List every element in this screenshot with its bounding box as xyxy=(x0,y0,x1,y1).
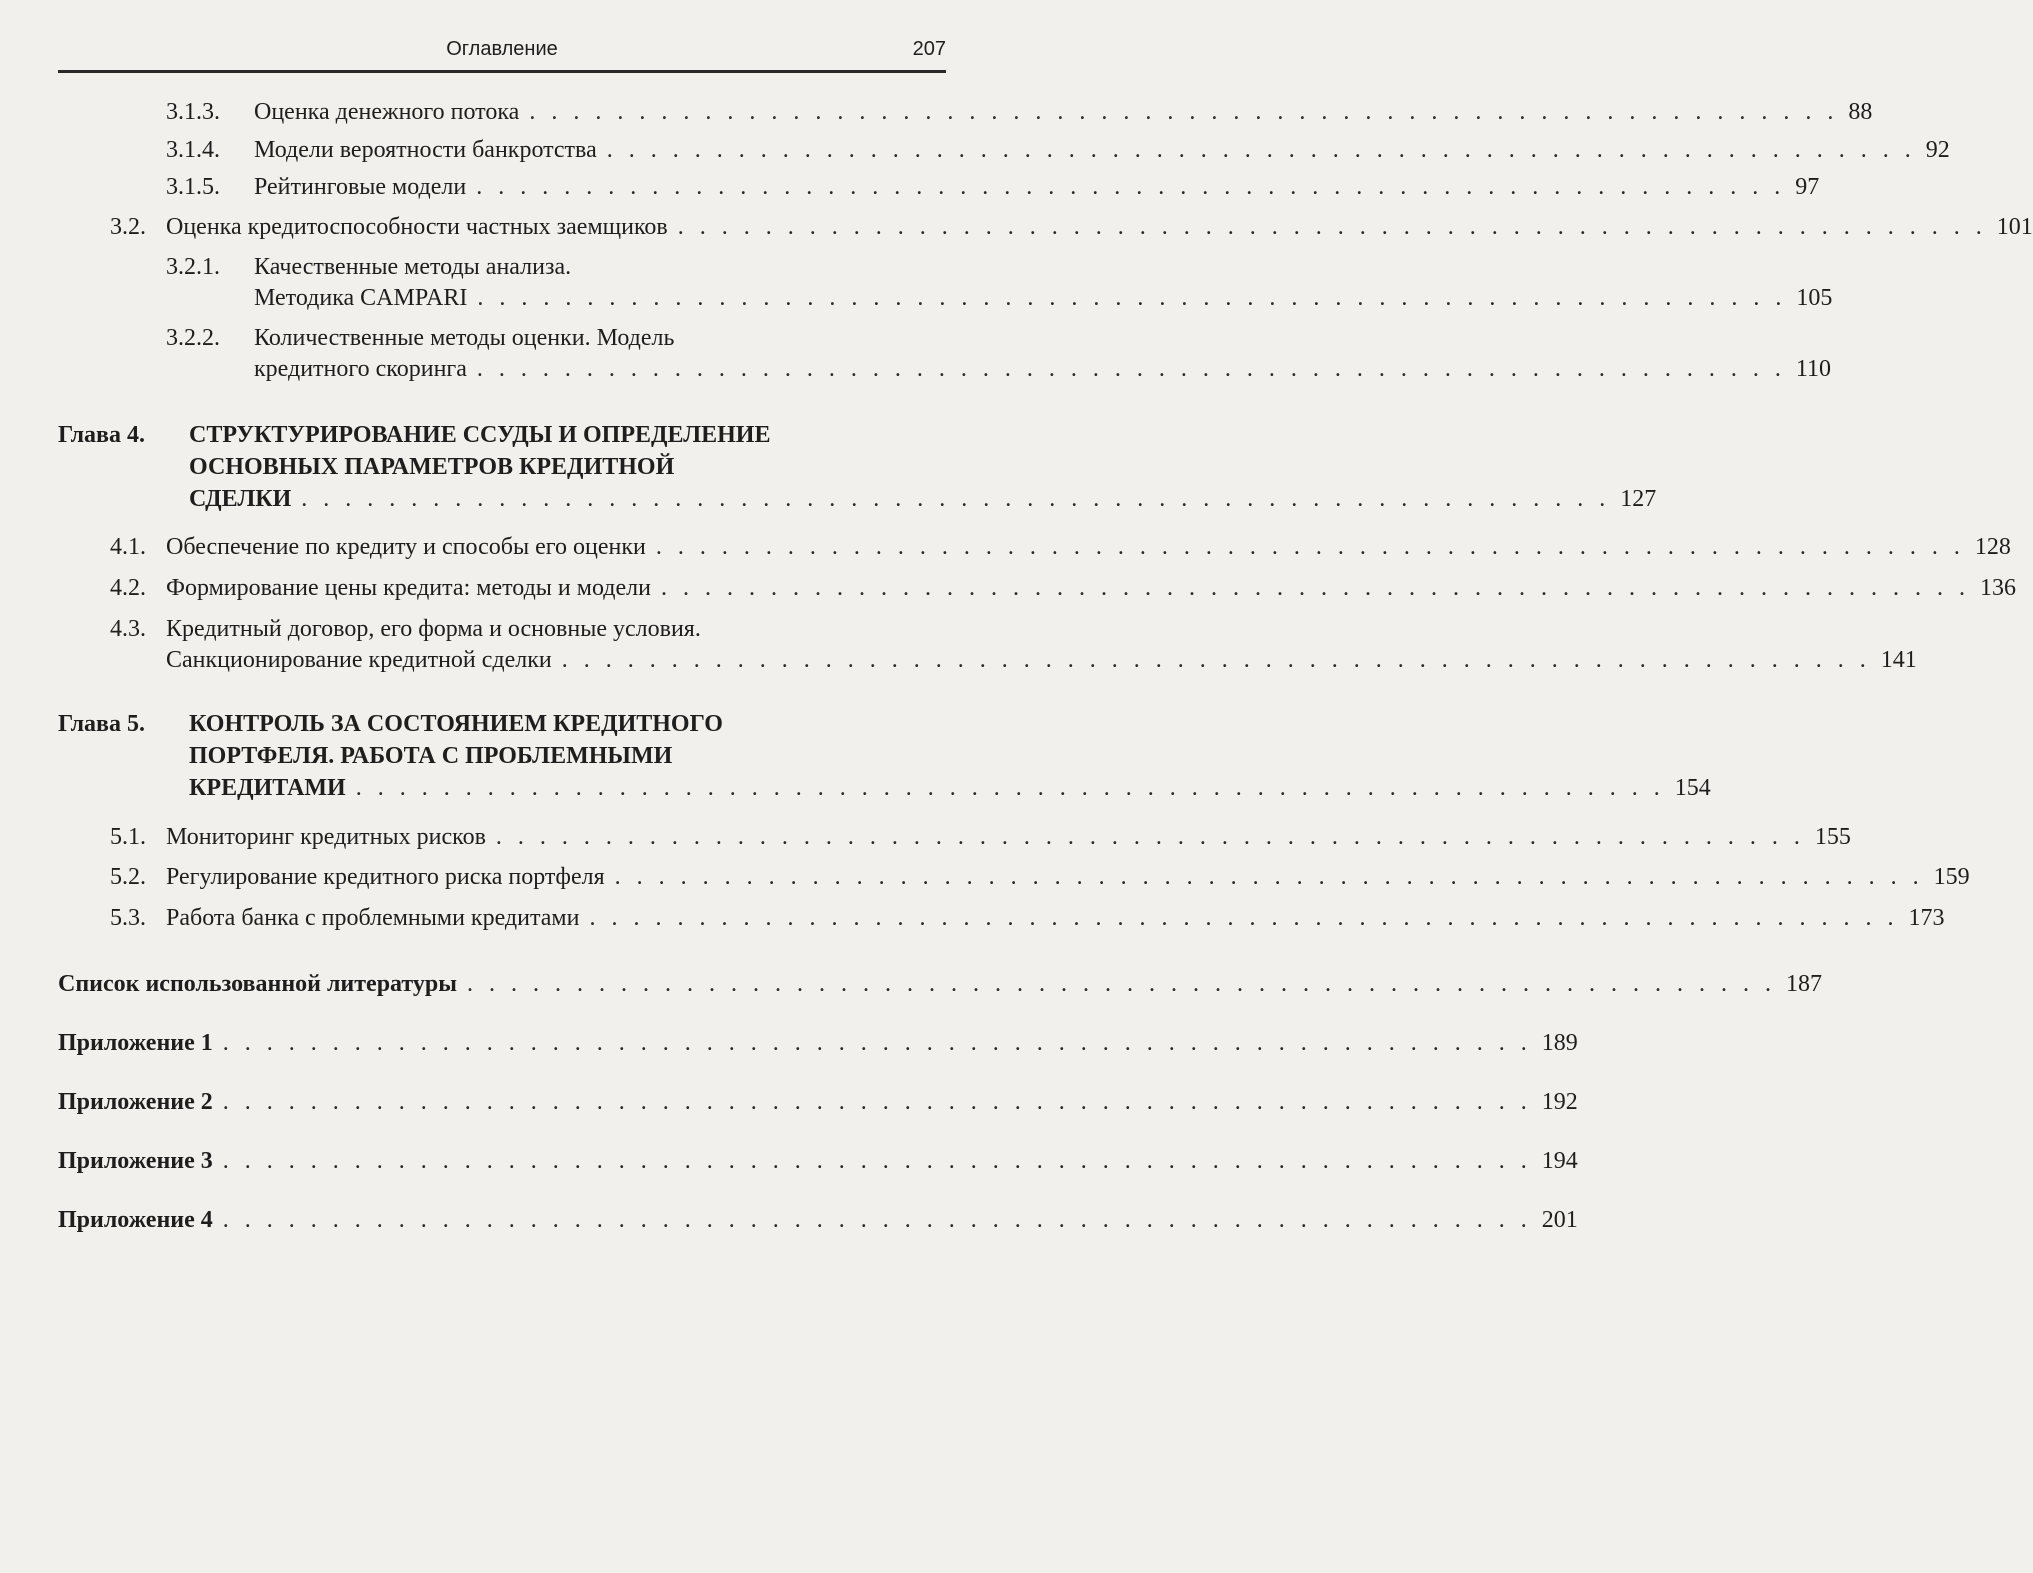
dot-leader: . . . . . . . . . . . . . . . . . . . . . . . . . . . . . . . . . . . . . . . . . . . . . . . . . . . . . . . . . . . . xyxy=(476,356,1786,382)
page-number: 207 xyxy=(912,38,946,60)
dot-leader: . . . . . . . . . . . . . . . . . . . . . . . . . . . . . . . . . . . . . . . . . . . . . . . . . . . . . . . . . . . . xyxy=(614,864,1924,890)
entry-title: Модели вероятности банкротства xyxy=(254,137,597,163)
entry-page: 173 xyxy=(1908,905,1945,931)
entry-page: 110 xyxy=(1795,356,1832,382)
entry-page: 141 xyxy=(1880,647,1917,673)
chapter-title-line-3: КРЕДИТАМИ xyxy=(189,775,346,801)
dot-leader: . . . . . . . . . . . . . . . . . . . . . . . . . . . . . . . . . . . . . . . . . . . . . . . . . . . . . . . . . . . . xyxy=(301,486,1611,512)
dot-leader: . . . . . . . . . . . . . . . . . . . . . . . . . . . . . . . . . . . . . . . . . . . . . . . . . . . . . . . . . . . . xyxy=(495,824,1805,850)
entry-page: 97 xyxy=(1795,174,1820,200)
entry-title: Формирование цены кредита: методы и модели xyxy=(166,575,651,601)
dot-leader: . . . . . . . . . . . . . . . . . . . . . . . . . . . . . . . . . . . . . . . . . . . . . . . . . . . . . . . . . . . . xyxy=(477,285,1787,311)
entry-number: 3.1.4. xyxy=(166,137,220,163)
chapter-title-line-1: СТРУКТУРИРОВАНИЕ ССУДЫ И ОПРЕДЕЛЕНИЕ xyxy=(189,422,771,448)
entry-title-line-1: Количественные методы оценки. Модель xyxy=(254,325,675,351)
entry-title: Рейтинговые модели xyxy=(254,174,467,200)
entry-number: 3.1.5. xyxy=(166,174,220,200)
chapter-title-line-1: КОНТРОЛЬ ЗА СОСТОЯНИЕМ КРЕДИТНОГО xyxy=(189,711,723,737)
dot-leader: . . . . . . . . . . . . . . . . . . . . . . . . . . . . . . . . . . . . . . . . . . . . . . . . . . . . . . . . . . . . xyxy=(476,174,1786,200)
entry-page: 194 xyxy=(1541,1148,1578,1174)
dot-leader: . . . . . . . . . . . . . . . . . . . . . . . . . . . . . . . . . . . . . . . . . . . . . . . . . . . . . . . . . . . . xyxy=(677,214,1987,240)
dot-leader: . . . . . . . . . . . . . . . . . . . . . . . . . . . . . . . . . . . . . . . . . . . . . . . . . . . . . . . . . . . . xyxy=(222,1148,1532,1174)
dot-leader: . . . . . . . . . . . . . . . . . . . . . . . . . . . . . . . . . . . . . . . . . . . . . . . . . . . . . . . . . . . . xyxy=(222,1089,1532,1115)
entry-page: 189 xyxy=(1541,1030,1578,1056)
entry-title-line-1: Качественные методы анализа. xyxy=(254,254,572,280)
entry-number: 4.3. xyxy=(110,616,146,642)
entry-title: Мониторинг кредитных рисков xyxy=(166,824,486,850)
entry-title: Регулирование кредитного риска портфеля xyxy=(166,864,605,890)
entry-page: 201 xyxy=(1541,1207,1578,1233)
entry-title: Оценка кредитоспособности частных заемщиков xyxy=(166,214,668,240)
entry-title-line-2: Методика CAMPARI xyxy=(254,285,468,311)
entry-title: Приложение 2 xyxy=(58,1089,213,1115)
dot-leader: . . . . . . . . . . . . . . . . . . . . . . . . . . . . . . . . . . . . . . . . . . . . . . . . . . . . . . . . . . . . xyxy=(606,137,1916,163)
chapter-title-line-2: ПОРТФЕЛЯ. РАБОТА С ПРОБЛЕМНЫМИ xyxy=(189,743,673,769)
entry-title: Приложение 4 xyxy=(58,1207,213,1233)
dot-leader: . . . . . . . . . . . . . . . . . . . . . . . . . . . . . . . . . . . . . . . . . . . . . . . . . . . . . . . . . . . . xyxy=(660,575,1970,601)
entry-number: 5.2. xyxy=(110,864,146,890)
entry-number: 3.2. xyxy=(110,214,146,240)
entry-page: 187 xyxy=(1786,971,1822,997)
chapter-title-line-3: СДЕЛКИ xyxy=(189,486,292,512)
entry-page: 101 xyxy=(1996,214,2033,240)
dot-leader: . . . . . . . . . . . . . . . . . . . . . . . . . . . . . . . . . . . . . . . . . . . . . . . . . . . . . . . . . . . . xyxy=(222,1030,1532,1056)
entry-title: Обеспечение по кредиту и способы его оценки xyxy=(166,534,646,560)
entry-title: Приложение 1 xyxy=(58,1030,213,1056)
entry-page: 136 xyxy=(1979,575,2016,601)
dot-leader: . . . . . . . . . . . . . . . . . . . . . . . . . . . . . . . . . . . . . . . . . . . . . . . . . . . . . . . . . . . . xyxy=(589,905,1899,931)
entry-title: Оценка денежного потока xyxy=(254,99,520,125)
entry-page: 88 xyxy=(1848,99,1873,125)
entry-title-line-2: Санкционирование кредитной сделки xyxy=(166,647,552,673)
chapter-label: Глава 4. xyxy=(58,422,145,448)
running-head xyxy=(58,36,946,73)
entry-page: 192 xyxy=(1541,1089,1578,1115)
entry-page: 105 xyxy=(1796,285,1833,311)
entry-page: 155 xyxy=(1814,824,1851,850)
entry-number: 5.1. xyxy=(110,824,146,850)
entry-number: 4.2. xyxy=(110,575,146,601)
entry-page: 92 xyxy=(1925,137,1950,163)
entry-title-line-2: кредитного скоринга xyxy=(254,356,467,382)
dot-leader: . . . . . . . . . . . . . . . . . . . . . . . . . . . . . . . . . . . . . . . . . . . . . . . . . . . . . . . . . . . . xyxy=(561,647,1871,673)
running-head-title: Оглавление xyxy=(446,38,558,60)
entry-title: Приложение 3 xyxy=(58,1148,213,1174)
entry-page: 159 xyxy=(1933,864,1970,890)
dot-leader: . . . . . . . . . . . . . . . . . . . . . . . . . . . . . . . . . . . . . . . . . . . . . . . . . . . . . . . . . . . . xyxy=(655,534,1965,560)
dot-leader: . . . . . . . . . . . . . . . . . . . . . . . . . . . . . . . . . . . . . . . . . . . . . . . . . . . . . . . . . . . . xyxy=(467,971,1776,997)
dot-leader: . . . . . . . . . . . . . . . . . . . . . . . . . . . . . . . . . . . . . . . . . . . . . . . . . . . . . . . . . . . . xyxy=(529,99,1839,125)
entry-title-line-1: Кредитный договор, его форма и основные условия. xyxy=(166,616,701,642)
dot-leader: . . . . . . . . . . . . . . . . . . . . . . . . . . . . . . . . . . . . . . . . . . . . . . . . . . . . . . . . . . . . xyxy=(355,775,1665,801)
entry-number: 3.1.3. xyxy=(166,99,220,125)
chapter-label: Глава 5. xyxy=(58,711,145,737)
entry-page: 128 xyxy=(1974,534,2011,560)
entry-page: 154 xyxy=(1674,775,1711,801)
dot-leader: . . . . . . . . . . . . . . . . . . . . . . . . . . . . . . . . . . . . . . . . . . . . . . . . . . . . . . . . . . . . xyxy=(222,1207,1532,1233)
entry-title: Работа банка с проблемными кредитами xyxy=(166,905,580,931)
chapter-title-line-2: ОСНОВНЫХ ПАРАМЕТРОВ КРЕДИТНОЙ xyxy=(189,454,675,480)
entry-title: Список использованной литературы xyxy=(58,971,457,997)
entry-number: 3.2.2. xyxy=(166,325,220,351)
entry-number: 4.1. xyxy=(110,534,146,560)
entry-number: 3.2.1. xyxy=(166,254,220,280)
entry-page: 127 xyxy=(1620,486,1657,512)
entry-number: 5.3. xyxy=(110,905,146,931)
